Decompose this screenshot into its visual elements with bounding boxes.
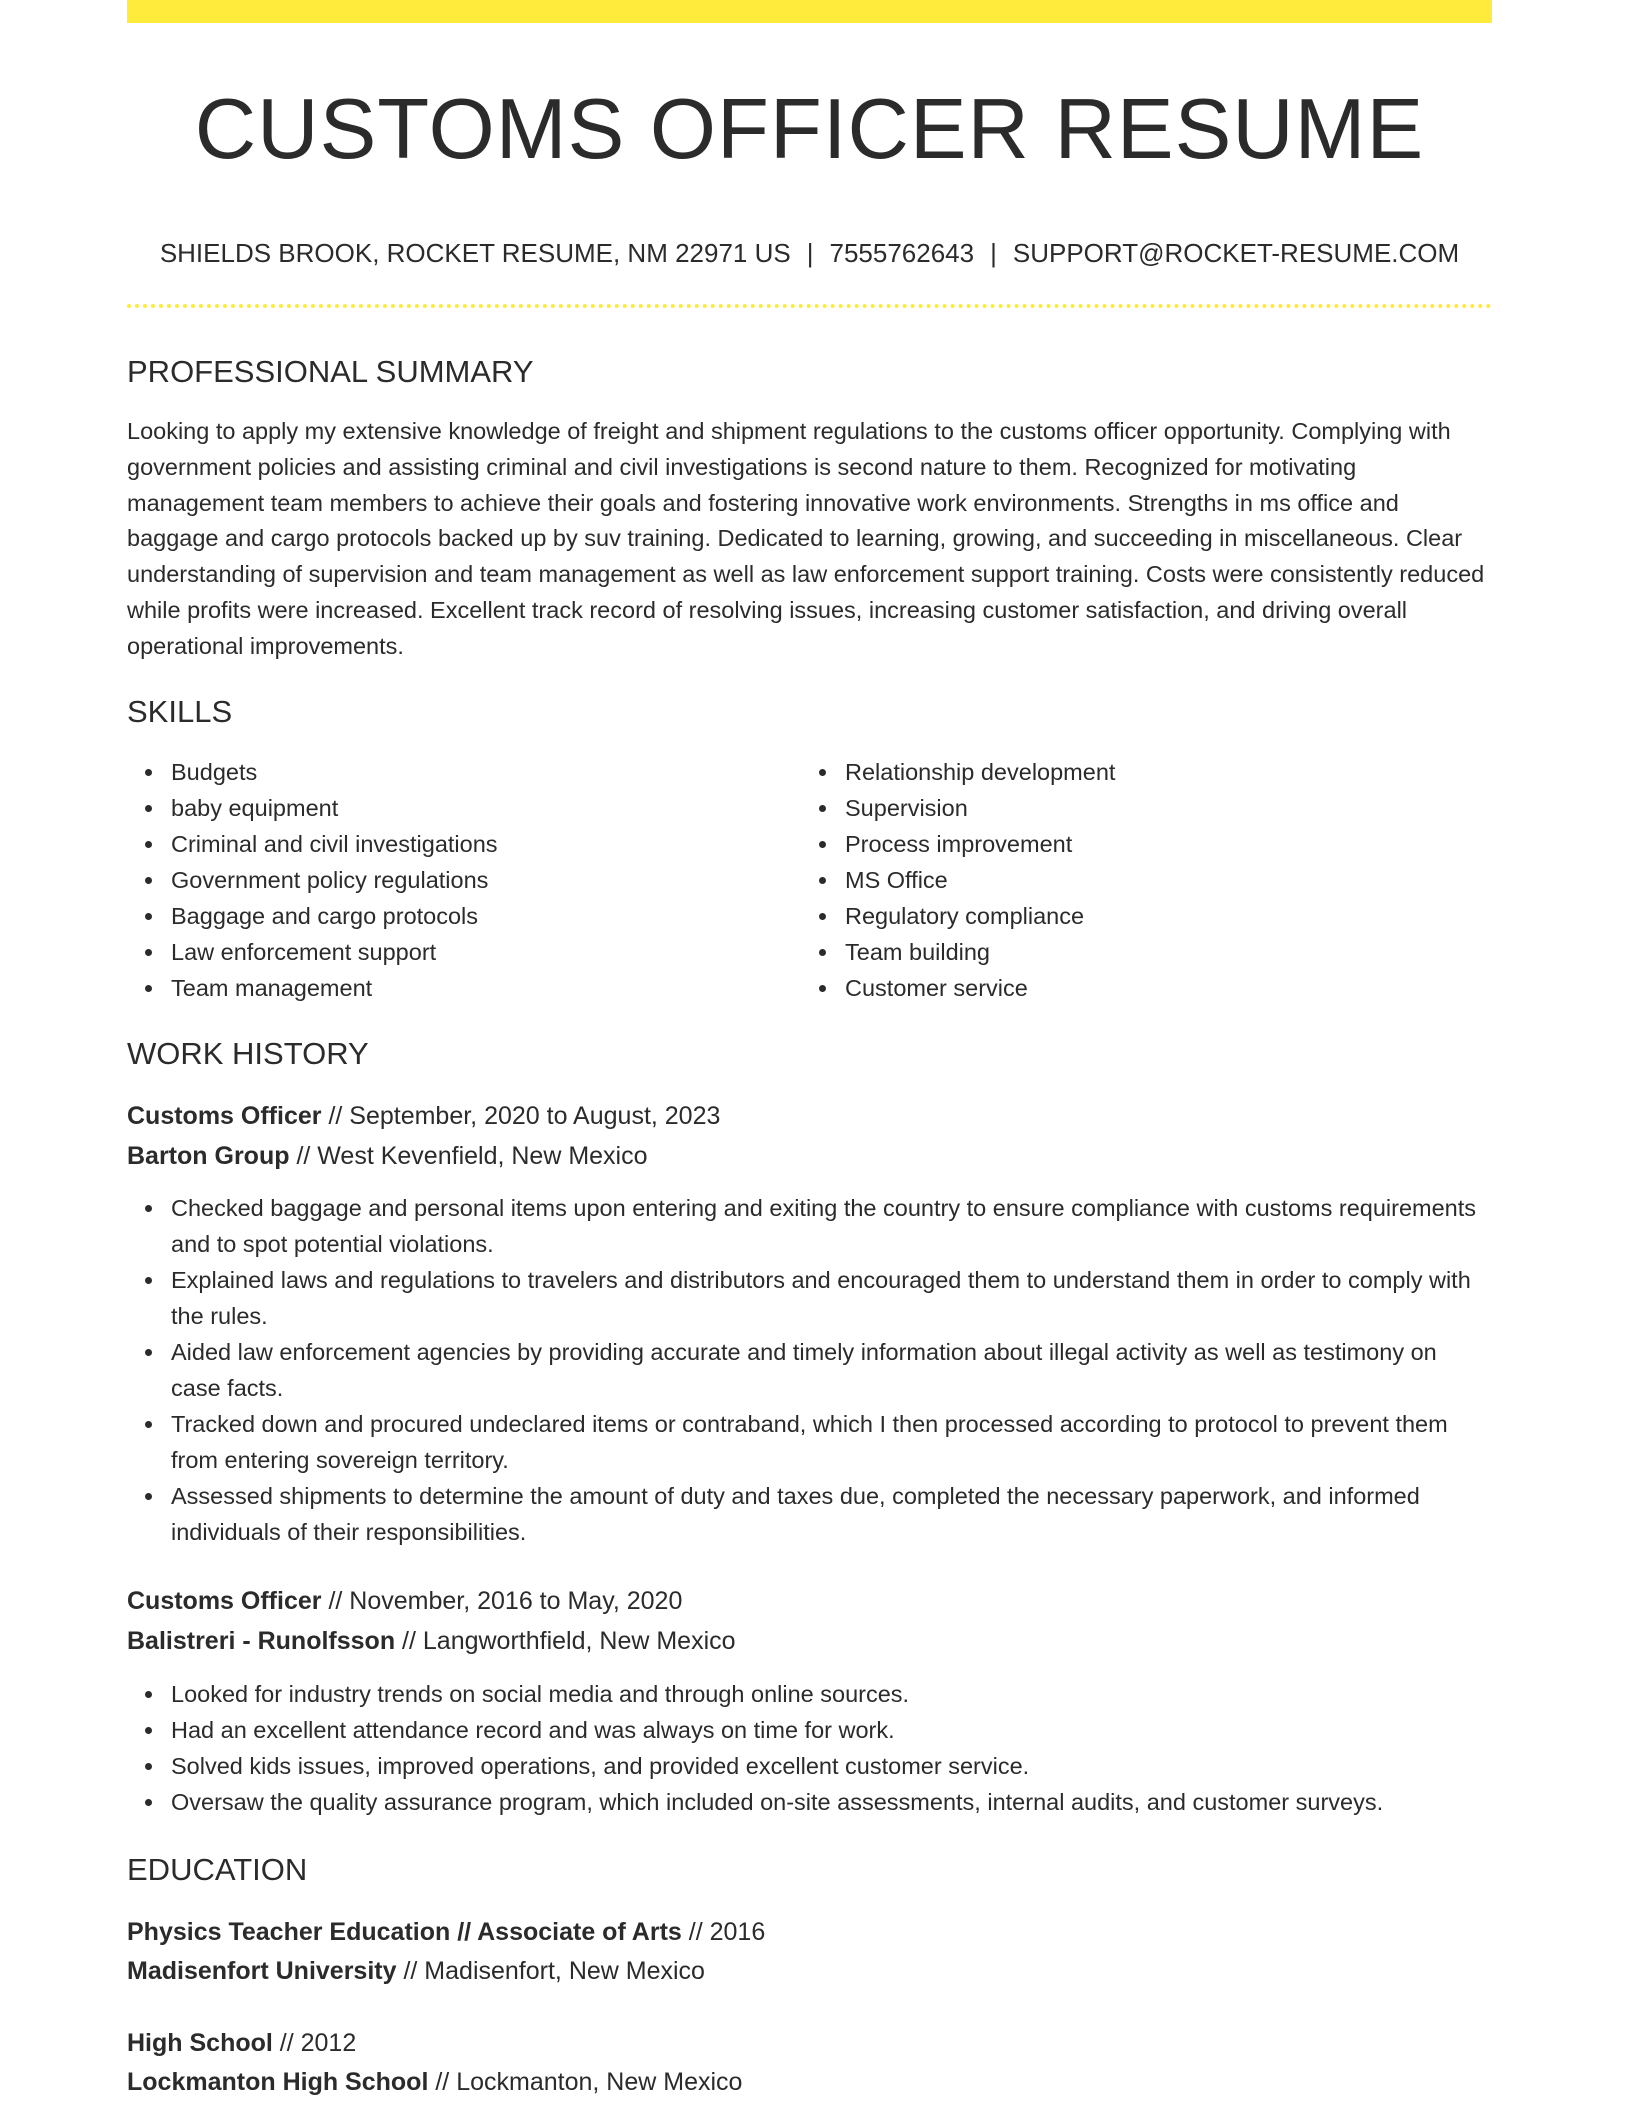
- skill-item: Supervision: [845, 790, 1475, 826]
- education-location: // Lockmanton, New Mexico: [435, 2068, 743, 2096]
- work-history-heading: WORK HISTORY: [127, 1036, 369, 1071]
- job-company-line: [127, 1621, 1492, 1661]
- job-dates: // November, 2016 to May, 2020: [328, 1587, 683, 1615]
- skill-item: Government policy regulations: [171, 862, 801, 898]
- skill-item: Customer service: [845, 970, 1475, 1006]
- education-heading: EDUCATION: [127, 1852, 308, 1887]
- job-company: Barton Group: [127, 1142, 290, 1170]
- education-location: // Madisenfort, New Mexico: [403, 1957, 705, 1985]
- job-bullets: [127, 1676, 1492, 1820]
- job-bullet: Oversaw the quality assurance program, which included on-site assessments, internal audits, and customer surveys.: [171, 1784, 1492, 1820]
- education-school: Madisenfort University: [127, 1957, 397, 1985]
- education-degree-line: [127, 1912, 1492, 1952]
- job-bullet: Tracked down and procured undeclared items or contraband, which I then processed according to protocol to prevent them from entering sovereign territory.: [171, 1406, 1492, 1478]
- summary-heading: PROFESSIONAL SUMMARY: [127, 354, 534, 389]
- skill-item: Team management: [171, 970, 801, 1006]
- skill-item: Law enforcement support: [171, 934, 801, 970]
- education-degree: Physics Teacher Education // Associate of Arts: [127, 1918, 682, 1946]
- job-location: // Langworthfield, New Mexico: [402, 1627, 736, 1655]
- job-bullet: Aided law enforcement agencies by providing accurate and timely information about illegal activity as well as testimony on case facts.: [171, 1334, 1492, 1406]
- contact-separator: |: [990, 238, 997, 268]
- job-company: Balistreri - Runolfsson: [127, 1627, 396, 1655]
- job-company-line: [127, 1136, 1492, 1176]
- skill-item: Criminal and civil investigations: [171, 826, 801, 862]
- job-bullet: Explained laws and regulations to travelers and distributors and encouraged them to understand them in order to comply with the rules.: [171, 1262, 1492, 1334]
- job-bullets: [127, 1190, 1492, 1550]
- resume-title: CUSTOMS OFFICER RESUME: [194, 82, 1425, 177]
- skill-item: Process improvement: [845, 826, 1475, 862]
- job-bullet: Checked baggage and personal items upon entering and exiting the country to ensure compliance with customs requirements and to spot potential violations.: [171, 1190, 1492, 1262]
- education-year: // 2016: [688, 1918, 766, 1946]
- skills-list-left: [127, 754, 801, 1006]
- skill-item: Relationship development: [845, 754, 1475, 790]
- skills-list-right: [801, 754, 1475, 1006]
- skill-item: MS Office: [845, 862, 1475, 898]
- summary-text: Looking to apply my extensive knowledge of freight and shipment regulations to the customs officer opportunity. Complying with government policies and assisting criminal and civil investigations is second nature to them. Recognized for motivating management team members to achieve their goals and fostering innovative work environments. Strengths in ms office and baggage and cargo protocols backed up by suv training. Dedicated to learning, growing, and succeeding in miscellaneous. Clear understanding of supervision and team management as well as law enforcement support training. Costs were consistently reduced while profits were increased. Excellent track record of resolving issues, increasing customer satisfaction, and driving overall operational improvements.: [127, 418, 1485, 659]
- top-accent-bar: [127, 0, 1492, 23]
- job-dates: // September, 2020 to August, 2023: [328, 1102, 721, 1130]
- skill-item: Regulatory compliance: [845, 898, 1475, 934]
- education-year: // 2012: [279, 2029, 357, 2057]
- header-divider: [127, 304, 1492, 308]
- job-location: // West Kevenfield, New Mexico: [296, 1142, 648, 1170]
- contact-address: SHIELDS BROOK, ROCKET RESUME, NM 22971 US: [159, 238, 791, 268]
- job-title: Customs Officer: [127, 1587, 322, 1615]
- job-title-line: [127, 1096, 1492, 1136]
- job-bullet: Solved kids issues, improved operations, and provided excellent customer service.: [171, 1748, 1492, 1784]
- skill-item: Baggage and cargo protocols: [171, 898, 801, 934]
- contact-line: [127, 236, 1492, 270]
- education-school-line: [127, 2062, 1492, 2102]
- education-degree-line: [127, 2023, 1492, 2063]
- contact-phone: 7555762643: [829, 238, 975, 268]
- skill-item: Budgets: [171, 754, 801, 790]
- skills-columns: [127, 754, 1492, 1006]
- job-title-line: [127, 1581, 1492, 1621]
- skill-item: baby equipment: [171, 790, 801, 826]
- job-bullet: Looked for industry trends on social media and through online sources.: [171, 1676, 1492, 1712]
- job-title: Customs Officer: [127, 1102, 322, 1130]
- contact-email: SUPPORT@ROCKET-RESUME.COM: [1012, 238, 1460, 268]
- job-bullet: Had an excellent attendance record and was always on time for work.: [171, 1712, 1492, 1748]
- education-school-line: [127, 1951, 1492, 1991]
- skill-item: Team building: [845, 934, 1475, 970]
- education-school: Lockmanton High School: [127, 2068, 429, 2096]
- job-bullet: Assessed shipments to determine the amount of duty and taxes due, completed the necessary paperwork, and informed individuals of their responsibilities.: [171, 1478, 1492, 1550]
- contact-separator: |: [806, 238, 814, 268]
- education-degree: High School: [127, 2029, 273, 2057]
- skills-heading: SKILLS: [127, 694, 233, 729]
